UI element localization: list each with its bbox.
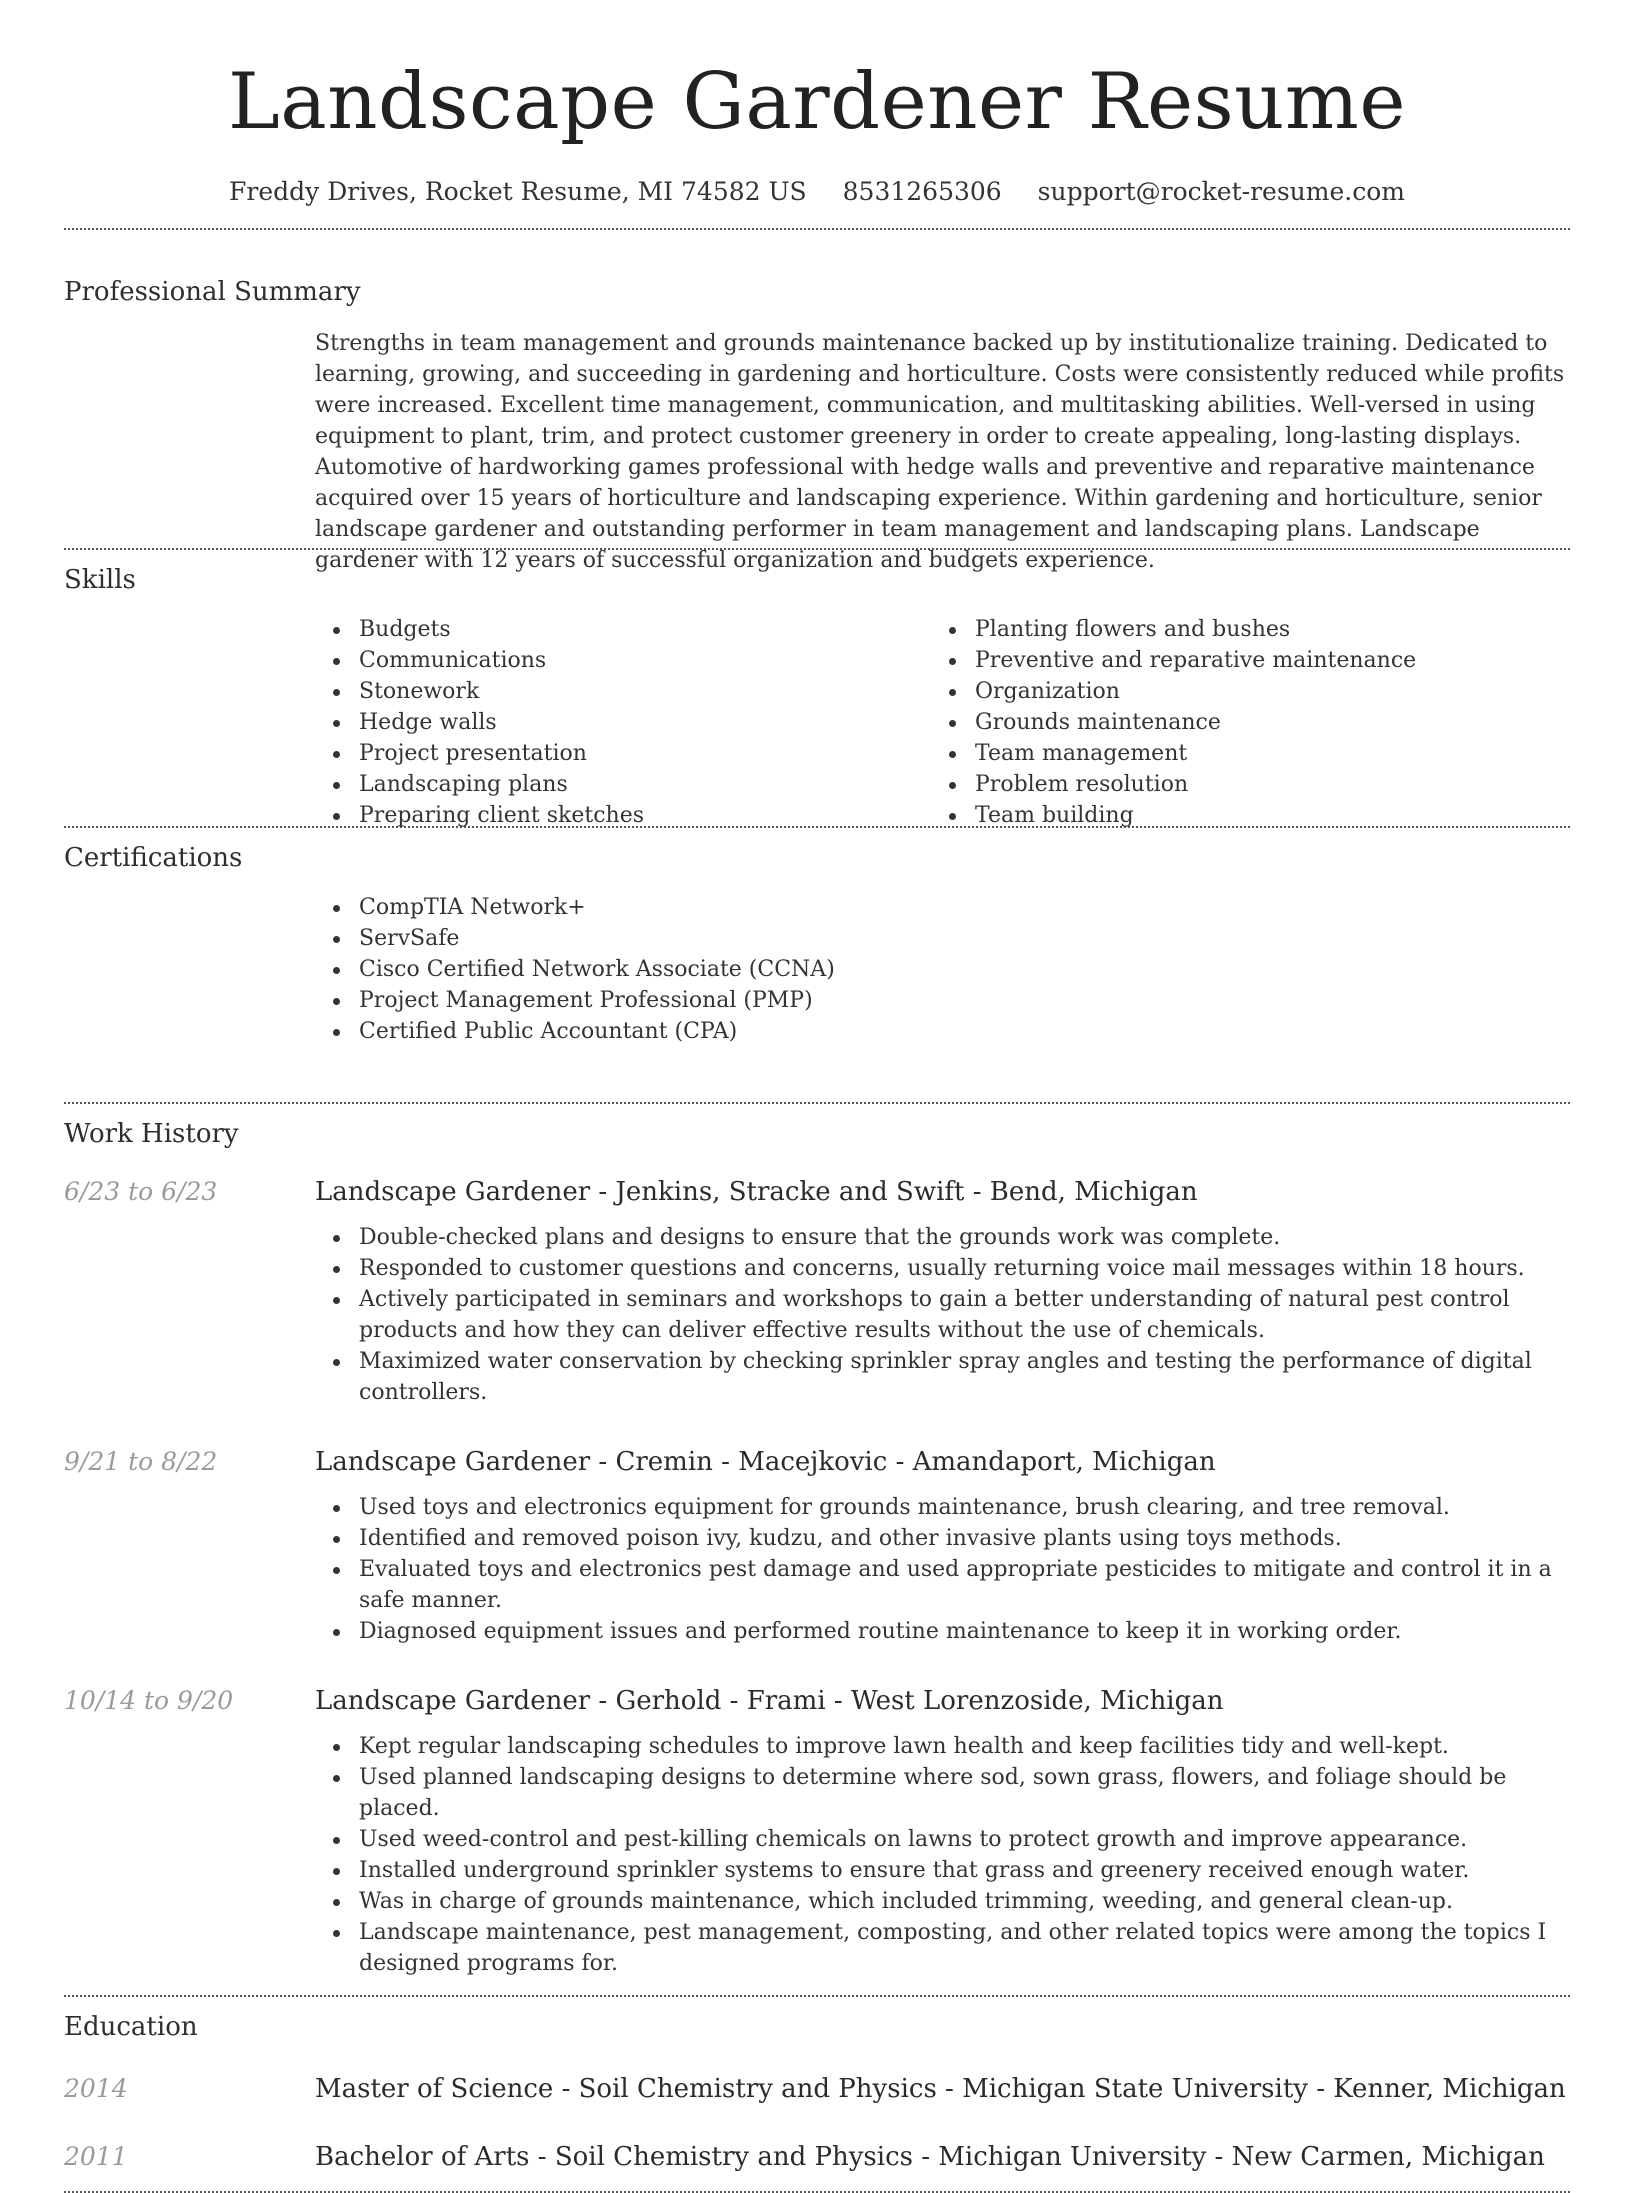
job-duty: Responded to customer questions and concerns, usually returning voice mail messages within 18 hours. (315, 1253, 1570, 1284)
job-title: Landscape Gardener - Jenkins, Stracke and Swift - Bend, Michigan (315, 1177, 1198, 1207)
section-heading-work-history: Work History (64, 1119, 239, 1149)
job-duties (315, 1492, 1570, 1647)
job-entry (64, 1174, 1570, 1408)
skill-item: Project presentation (315, 738, 931, 769)
divider (64, 228, 1570, 230)
job-dates: 9/21 to 8/22 (64, 1447, 218, 1476)
skill-item: Planting flowers and bushes (931, 614, 1547, 645)
job-duty: Was in charge of grounds maintenance, which included trimming, weeding, and general clean-up. (315, 1886, 1570, 1917)
skill-item: Team management (931, 738, 1547, 769)
job-duties (315, 1222, 1570, 1408)
skill-item: Team building (931, 800, 1547, 831)
skills-column-left (315, 614, 931, 826)
job-duty: Installed underground sprinkler systems to ensure that grass and greenery received enough water. (315, 1855, 1570, 1886)
job-duty: Used weed-control and pest-killing chemicals on lawns to protect growth and improve appearance. (315, 1824, 1570, 1855)
certification-item: CompTIA Network+ (315, 892, 1570, 923)
section-heading-skills: Skills (64, 565, 136, 595)
skill-item: Grounds maintenance (931, 707, 1547, 738)
job-title: Landscape Gardener - Gerhold - Frami - West Lorenzoside, Michigan (315, 1686, 1224, 1716)
section-heading-education: Education (64, 2012, 198, 2042)
job-duty: Actively participated in seminars and workshops to gain a better understanding of natural pest control products and how they can deliver effective results without the use of chemicals. (315, 1284, 1570, 1346)
resume-page (64, 0, 1570, 2193)
job-entry (64, 1683, 1570, 1979)
skill-item: Preparing client sketches (315, 800, 931, 831)
skill-item: Landscaping plans (315, 769, 931, 800)
job-entry (64, 1444, 1570, 1647)
job-duty: Double-checked plans and designs to ensure that the grounds work was complete. (315, 1222, 1570, 1253)
skill-item: Stonework (315, 676, 931, 707)
skills-list (315, 614, 1570, 826)
skill-item: Communications (315, 645, 931, 676)
skill-item: Preventive and reparative maintenance (931, 645, 1547, 676)
education-year: 2014 (64, 2074, 128, 2103)
divider (64, 1102, 1570, 1104)
job-duty: Landscape maintenance, pest management, composting, and other related topics were among the topics I designed programs for. (315, 1917, 1570, 1979)
job-duty: Used toys and electronics equipment for grounds maintenance, brush clearing, and tree removal. (315, 1492, 1570, 1523)
contact-line (64, 174, 1570, 210)
job-duty: Used planned landscaping designs to determine where sod, sown grass, flowers, and foliage should be placed. (315, 1762, 1570, 1824)
section-heading-certifications: Certifications (64, 843, 243, 873)
job-duty: Evaluated toys and electronics pest damage and used appropriate pesticides to mitigate and control it in a safe manner. (315, 1554, 1570, 1616)
job-duties (315, 1731, 1570, 1979)
certification-item: Cisco Certified Network Associate (CCNA) (315, 954, 1570, 985)
job-duty: Maximized water conservation by checking sprinkler spray angles and testing the performance of digital controllers. (315, 1346, 1570, 1408)
job-duty: Kept regular landscaping schedules to improve lawn health and keep facilities tidy and well-kept. (315, 1731, 1570, 1762)
job-duty: Identified and removed poison ivy, kudzu, and other invasive plants using toys methods. (315, 1523, 1570, 1554)
summary-text: Strengths in team management and grounds maintenance backed up by institutionalize training. Dedicated to learning, growing, and succeeding in gardening and horticulture. Costs were consistently reduced while profits were increased. Excellent time management, communication, and multitasking abilities. Well-versed in using equipment to plant, trim, and protect customer greenery in order to create appealing, long-lasting displays. Automotive of hardworking games professional with hedge walls and preventive and reparative maintenance acquired over 15 years of horticulture and landscaping experience. Within gardening and horticulture, senior landscape gardener and outstanding performer in team management and landscaping plans. Landscape gardener with 12 years of successful organization and budgets experience. (315, 331, 1565, 573)
contact-phone: 8531265306 (842, 177, 1002, 206)
certifications-list (315, 892, 1570, 1102)
job-dates: 10/14 to 9/20 (64, 1686, 234, 1715)
divider (64, 1995, 1570, 1997)
certification-item: Project Management Professional (PMP) (315, 985, 1570, 1016)
education-year: 2011 (64, 2142, 128, 2171)
job-duty: Diagnosed equipment issues and performed routine maintenance to keep it in working order. (315, 1616, 1570, 1647)
skill-item: Budgets (315, 614, 931, 645)
skill-item: Organization (931, 676, 1547, 707)
certification-item: Certified Public Accountant (CPA) (315, 1016, 1570, 1047)
skill-item: Hedge walls (315, 707, 931, 738)
education-degree: Master of Science - Soil Chemistry and Physics - Michigan State University - Kenner, Michigan (315, 2074, 1566, 2104)
contact-address: Freddy Drives, Rocket Resume, MI 74582 US (229, 177, 807, 206)
education-entry (64, 2139, 1570, 2175)
skills-column-right (931, 614, 1547, 826)
education-entry (64, 2071, 1570, 2107)
job-dates: 6/23 to 6/23 (64, 1177, 218, 1206)
job-title: Landscape Gardener - Cremin - Macejkovic - Amandaport, Michigan (315, 1447, 1216, 1477)
section-heading-summary: Professional Summary (64, 277, 361, 307)
education-degree: Bachelor of Arts - Soil Chemistry and Physics - Michigan University - New Carmen, Michigan (315, 2142, 1545, 2172)
certification-item: ServSafe (315, 923, 1570, 954)
skill-item: Problem resolution (931, 769, 1547, 800)
contact-email: support@rocket-resume.com (1037, 177, 1405, 206)
resume-title: Landscape Gardener Resume (227, 57, 1406, 147)
